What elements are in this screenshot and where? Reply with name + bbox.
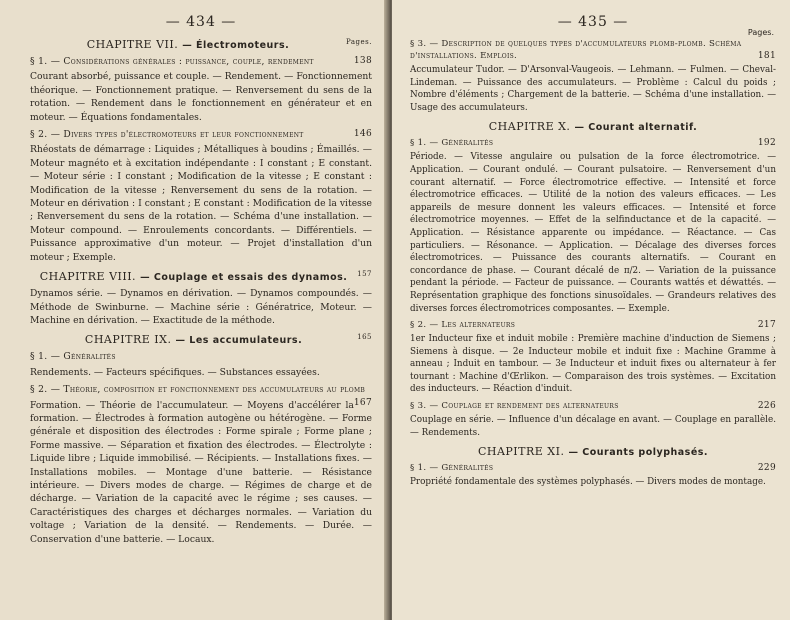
right-page-number: — 435 —	[557, 14, 629, 30]
right-page	[392, 0, 790, 620]
ch8-text: Dynamos série. — Dynamos en dérivation. — Dynamos compoundés. — Méthode de Swinburne. — Machine série : Génératrice, Moteur. — Machine en dérivation. — Exactitude de la méthode.	[30, 288, 372, 326]
ch9-section-3-heading: § 3. — Description de quelques types d'accumulateurs plomb-plomb. Schéma d'installations. Emplois. 181	[410, 39, 776, 61]
ch10-section-3-text: Couplage en série. — Influence d'un décalage en avant. — Couplage en parallèle. — Rendements.	[410, 415, 776, 438]
ch9-page: 165	[357, 333, 372, 342]
ch10-section-2-heading: § 2. — Les alternateurs 217	[410, 320, 776, 331]
ch7-section-2-page: 146	[353, 129, 372, 140]
ch10-section-1-text: Période. — Vitesse angulaire ou pulsation de la force électromotrice. — Application. — Courant ondulé. — Courant pulsatoire. — Renversement d'un courant alternatif. — Force électromotrice effective. — Intensité et force électromotrice efficaces. — Utilité de la notion des valeurs efficaces. — Les appareils de mesure donnent les valeurs efficaces. — Intensité et force électromotrice moyennes. — Effet de la selfinductance et de la capacité. — Application. — Résistance apparente ou impédance. — Réactance. — Cas particuliers. — Résonance. — Application. — Décalage des diverses forces électromotrices. — Puissance des courants alternatifs. — Courant en concordance de phase. — Courant décalé de π/2. — Variation de la puissance pendant la période. — Facteur de puissance. — Courants wattés et déwattés. — Représentation graphique des fonctions sinusoïdales. — Grandeurs relatives des diverses forces électromotrices composantes. — Exemple.	[410, 152, 776, 314]
ch11-section-1-heading: § 1. — Généralités 229	[410, 463, 776, 474]
left-page	[0, 0, 388, 620]
chapter-8-heading: CHAPITRE VIII. — Couplage et essais des dynamos. 157	[39, 270, 372, 284]
ch10-section-3-page: 226	[757, 401, 776, 412]
ch9-section-2-heading: § 2. — Théorie, composition et fonctionnement des accumulateurs au plomb 167	[30, 383, 372, 396]
ch7-section-1-heading: § 1. — Considérations générales : puissance, couple, rendement 138	[30, 56, 372, 67]
ch10-section-2-text: 1er Inducteur fixe et induit mobile : Première machine d'induction de Siemens ; Siemens à disque. — 2e Inducteur mobile et induit fixe : Machine Gramme à anneau ; Induit en tambour. — 3e Inducteur et induit fixes ou alternateur à fer tournant : Machine d'Œrlikon. — Comparaison des trois systèmes. — Excitation des inducteurs. — Réaction d'induit.	[410, 334, 776, 395]
chapter-9-heading: CHAPITRE IX. — Les accumulateurs. 165	[84, 333, 372, 347]
ch11-section-1-text: Propriété fondamentale des systèmes polyphasés. — Divers modes de montage.	[410, 477, 766, 488]
chapter-7-subject: — Électromoteurs.	[182, 40, 290, 51]
left-pages-label: Pages.	[345, 38, 372, 46]
ch10-section-1-page: 192	[757, 138, 776, 149]
left-page-number: — 434 —	[165, 14, 237, 30]
ch8-page: 157	[357, 270, 372, 279]
chapter-11-heading: CHAPITRE XI. — Courants polyphasés.	[477, 445, 709, 459]
ch7-section-2-heading: § 2. — Divers types d'électromoteurs et leur fonctionnement 146	[30, 129, 372, 141]
ch9-section-2-text: Formation. — Théorie de l'accumulateur. — Moyens d'accélérer la formation. — Électrodes à formation autogène ou hétérogène. — Forme générale et disposition des électrodes : Forme spirale ; Forme plane ; Forme massive. — Séparation et fixation des électrodes. — Électrolyte : Liquide libre ; Liquide immobilisé. — Récipients. — Installations fixes. — Installations mobiles. — Montage d'une batterie. — Résistance intérieure. — Divers modes de charge. — Régimes de charge et de décharge. — Variation de la capacité avec le régime ; ses causes. — Caractéristiques des charges et décharges normales. — Variation du voltage ; Variation de la densité. — Rendements. — Durée. — Conservation d'une batterie. — Locaux.	[30, 399, 372, 545]
ch9-section-3-page: 181	[757, 51, 776, 61]
ch9-section-1-heading: § 1. — Généralités	[30, 351, 116, 363]
ch10-section-1-heading: § 1. — Généralités 192	[410, 138, 776, 149]
ch10-section-3-heading: § 3. — Couplage et rendement des alternateurs 226	[410, 401, 776, 412]
chapter-7-title: CHAPITRE VII.	[86, 38, 179, 51]
right-pages-label: Pages.	[747, 28, 774, 37]
ch7-section-1-page: 138	[353, 56, 372, 66]
ch9-section-2-page: 167	[353, 397, 372, 408]
ch9-section-3-text: Accumulateur Tudor. — D'Arsonval-Vaugeois. — Lehmann. — Fulmen. — Cheval-Lindeman. — Puissance des accumulateurs. — Problème : Calcul du poids ; Nombre d'éléments ; Chargement de la batterie. — Schéma d'une installation. — Usage des accumulateurs.	[410, 65, 776, 113]
ch7-section-2-text: Rhéostats de démarrage : Liquides ; Métalliques à boudins ; Émaillés. — Moteur magnéto et à excitation indépendante : I constant ; E constant. — Moteur série : I constant ; Modification de la vitesse ; E constant : Modification de la vitesse ; Renversement du sens de la rotation. — Moteur en dérivation : I constant ; E constant : Modification de la vitesse ; Renversement du sens de la rotation. — Schéma d'une installation. — Moteur compound. — Enroulements concordants. — Différentiels. — Puissance approximative d'un moteur. — Projet d'installation d'un moteur ; Exemple.	[30, 144, 372, 263]
chapter-10-heading: CHAPITRE X. — Courant alternatif.	[488, 120, 698, 134]
ch11-section-1-page: 229	[757, 463, 776, 474]
ch7-section-1-text: Courant absorbé, puissance et couple. — Rendement. — Fonctionnement théorique. — Fonctionnement pratique. — Renversement du sens de la rotation. — Rendement dans le fonctionnement en générateur et en moteur. — Équations fondamentales.	[30, 71, 372, 123]
chapter-7-heading	[30, 38, 372, 51]
ch10-section-2-page: 217	[757, 320, 776, 331]
ch9-section-1-text: Rendements. — Facteurs spécifiques. — Substances essayées.	[30, 366, 320, 378]
